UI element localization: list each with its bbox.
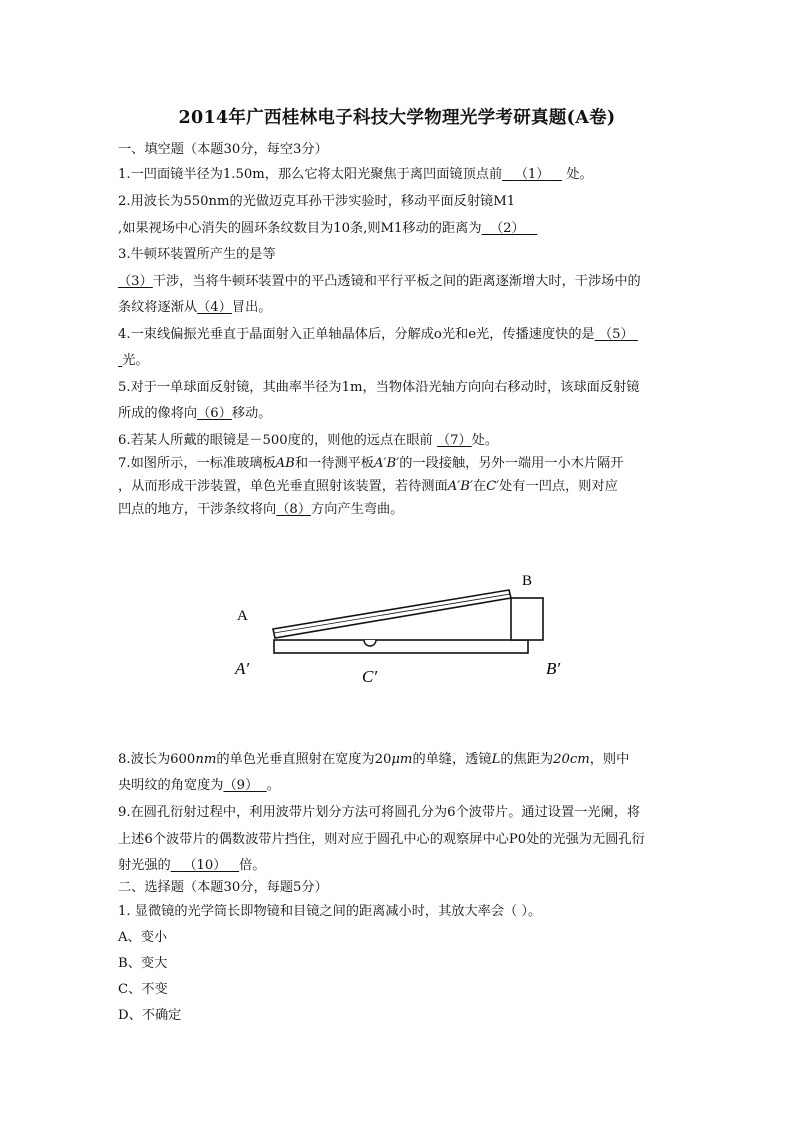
unit-um: μm xyxy=(391,752,413,767)
question-4-line2: 光。 xyxy=(122,353,149,368)
dent-c-prime xyxy=(364,640,376,646)
symbol-l: L xyxy=(491,752,501,767)
question-8-line2: 央明纹的角宽度为（9） 。 xyxy=(118,778,280,793)
q5-blank: （5） xyxy=(598,327,634,342)
question-4-line1: 4.一束线偏振光垂直于晶面射入正单轴晶体后，分解成o光和e光，传播速度快的是 （5） xyxy=(118,326,638,344)
mc1-option-d: D、不确定 xyxy=(118,1008,182,1023)
question-3-line3: 条纹将逐渐从（4）冒出。 xyxy=(118,300,272,315)
question-3-line2: （3）干涉，当将牛顿环装置中的平凸透镜和平行平板之间的距离逐渐增大时，干涉场中的 xyxy=(118,274,641,289)
symbol-apbp-2: A′B′ xyxy=(447,479,473,494)
q8-blank: （8） xyxy=(276,502,312,517)
label-a-prime: A′ xyxy=(235,659,250,678)
symbol-apbp: A′B′ xyxy=(374,456,400,471)
question-7-line1: 7.如图所示，一标准玻璃板AB和一待测平板A′B′的一段接触，另外一端用一小木片隔开 xyxy=(118,456,624,471)
symbol-ab: AB xyxy=(275,456,295,471)
mc1-option-b: B、变大 xyxy=(118,956,168,971)
bottom-plate xyxy=(274,640,528,653)
mc-question-1: 1. 显微镜的光学筒长即物镜和目镜之间的距离减小时，其放大率会（ ）。 xyxy=(118,904,542,919)
label-a: A xyxy=(237,608,248,624)
mc1-option-c: C、不变 xyxy=(118,982,168,997)
section2-heading: 二、选择题（本题30分，每题5分） xyxy=(118,880,328,895)
label-b: B xyxy=(522,573,533,589)
wood-spacer xyxy=(511,598,543,640)
focal-length: 20cm xyxy=(553,752,590,767)
question-9-line3: 射光强的 （10） 倍。 xyxy=(118,858,266,873)
question-3-line1: 3.牛顿环装置所产生的是等 xyxy=(118,247,276,262)
question-7-line3: 凹点的地方，干涉条纹将向（8）方向产生弯曲。 xyxy=(118,502,404,517)
q3-blank: （3） xyxy=(118,274,153,289)
q2-blank: （2） xyxy=(489,221,525,236)
label-c-prime: C′ xyxy=(362,667,378,686)
label-b-prime: B′ xyxy=(546,659,561,678)
q10-blank: （10） xyxy=(183,858,227,873)
question-9-line1: 9.在圆孔衍射过程中，利用波带片划分方法可将圆孔分为6个波带片。通过设置一光阑，将 xyxy=(118,805,641,820)
section1-heading: 一、填空题（本题30分，每空3分） xyxy=(118,142,328,157)
page-title: 2014年广西桂林电子科技大学物理光学考研真题(A卷) xyxy=(178,108,616,128)
question-5-line1: 5.对于一单球面反射镜，其曲率半径为1m，当物体沿光轴方向向右移动时，该球面反射镜 xyxy=(118,380,640,395)
question-5-line2: 所成的像将向（6）移动。 xyxy=(118,406,272,421)
glass-plate xyxy=(273,590,511,638)
question-8-line1: 8.波长为600nm的单色光垂直照射在宽度为20μm的单缝，透镜L的焦距为20cm，则中 xyxy=(118,752,630,767)
question-2-line2: ,如果视场中心消失的圆环条纹数目为10条,则M1移动的距离为 （2） xyxy=(118,220,537,238)
q9-blank: （9） xyxy=(223,778,259,793)
q1-text-end: 处。 xyxy=(562,167,593,182)
question-9-line2: 上述6个波带片的偶数波带片挡住，则对应于圆孔中心的观察屏中心P0处的光强为无圆孔衍 xyxy=(118,832,645,847)
q6-blank: （6） xyxy=(197,406,232,421)
question-6: 6.若某人所戴的眼镜是－500度的，则他的远点在眼前 （7）处。 xyxy=(118,433,499,448)
question-2-line1: 2.用波长为550nm的光做迈克耳孙干涉实验时，移动平面反射镜M1 xyxy=(118,194,516,209)
symbol-cp: C′ xyxy=(486,479,500,494)
question-7-line2: ，从而形成干涉装置，单色光垂直照射该装置，若待测面A′B′在C′处有一凹点，则对应 xyxy=(118,479,618,494)
q4-blank: （4） xyxy=(197,300,232,315)
unit-nm: nm xyxy=(195,752,217,767)
q1-blank: （1） xyxy=(514,167,550,182)
q1-text: 1.一凹面镜半径为1.50m，那么它将太阳光聚焦于离凹面镜顶点前 xyxy=(118,167,503,182)
q7-blank: （7） xyxy=(436,433,472,448)
mc1-option-a: A、变小 xyxy=(118,930,168,945)
